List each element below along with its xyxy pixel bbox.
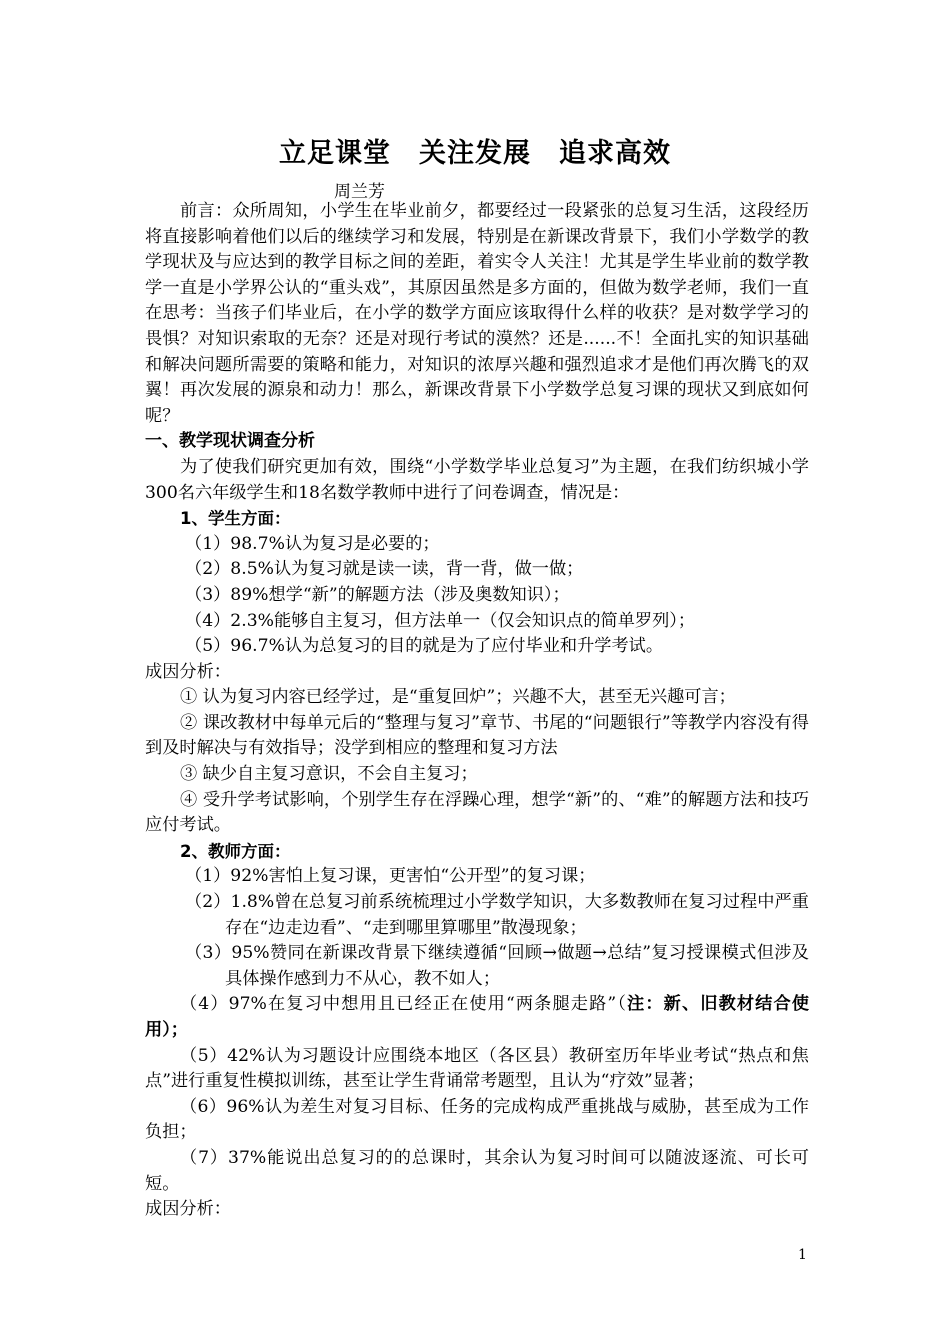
list-item: （2）8.5%认为复习就是读一读，背一背，做一做；: [185, 559, 584, 580]
list-item: （7）37%能说出总复习的的总课时，其余认为复习时间可以随波逐流、可长可短。: [145, 1147, 809, 1194]
page-title: 立足课堂 关注发展 追求高效: [279, 138, 671, 169]
intro-label: 前言：: [180, 201, 233, 221]
intro-paragraph: [145, 199, 809, 429]
section-heading: 一、教学现状调查分析: [145, 431, 315, 452]
teachers-heading: 2、教师方面：: [180, 841, 291, 861]
analysis-label: 成因分析：: [145, 661, 231, 682]
list-item: （1）92%害怕上复习课，更害怕“公开型”的复习课；: [185, 866, 596, 887]
list-item: （4）2.3%能够自主复习，但方法单一（仅会知识点的简单罗列）；: [185, 610, 696, 631]
students-heading: 1、学生方面：: [180, 509, 291, 529]
intro-text: 众所周知，小学生在毕业前夕，都要经过一段紧张的总复习生活，这段经历将直接影响着他们以后的继续学习和发展，特别是在新课改背景下，我们小学数学的教学现状及与应达到的教学目标之间的差距，着实令人关注！尤其是学生毕业前的数学教学一直是小学界公认的“重头戏”，其原因虽然是多方面的，但做为数学老师，我们一直在思考：当孩子们毕业后，在小学的数学方面应该取得什么样的收获？是对数学学习的畏惧？对知识索取的无奈？还是对现行考试的漠然？还是......不！全面扎实的知识基础和解决问题所需要的策略和能力，对知识的浓厚兴趣和强烈追求才是他们再次腾飞的双翼！再次发展的源泉和动力！那么，新课改背景下小学数学总复习课的现状又到底如何呢？: [145, 201, 809, 426]
survey-paragraph: 为了使我们研究更加有效，围绕“小学数学毕业总复习”为主题，在我们纺织城小学300名六年级学生和18名数学教师中进行了问卷调查，情况是：: [145, 456, 809, 503]
list-item: （5）96.7%认为总复习的目的就是为了应付毕业和升学考试。: [185, 636, 664, 657]
list-item: （3）95%赞同在新课改背景下继续遵循“回顾→做题→总结”复习授课模式但涉及具体操作感到力不从心，教不如人；: [185, 943, 809, 989]
list-item: （3）89%想学“新”的解题方法（涉及奥数知识）；: [185, 584, 570, 605]
list-item: （2）1.8%曾在总复习前系统梳理过小学数学知识，大多数教师在复习过程中严重存在“边走边看”、“走到哪里算哪里”散漫现象；: [185, 892, 809, 938]
list-item: [145, 992, 809, 1043]
author-name: 周兰芳: [334, 182, 385, 202]
list-item-note: 注：新、旧教材结合使用）；: [145, 994, 809, 1040]
list-item-text: （4）97%在复习中想用且已经正在使用“两条腿走路”（: [180, 994, 628, 1015]
analysis-item: ④ 受升学考试影响，个别学生存在浮躁心理，想学“新”的、“难”的解题方法和技巧应付考试。: [145, 789, 809, 836]
list-item: （5）42%认为习题设计应围绕本地区（各区县）教研室历年毕业考试“热点和焦点”进行重复性模拟训练，甚至让学生背诵常考题型，且认为“疗效”显著；: [145, 1045, 809, 1092]
document-body: [145, 199, 809, 1223]
list-item: （1）98.7%认为复习是必要的；: [185, 533, 440, 554]
analysis-item: ③ 缺少自主复习意识，不会自主复习；: [180, 764, 478, 785]
analysis-label: 成因分析：: [145, 1199, 231, 1220]
page-number: 1: [798, 1247, 807, 1263]
analysis-item: ① 认为复习内容已经学过，是“重复回炉”；兴趣不大，甚至无兴趣可言；: [180, 687, 736, 708]
analysis-item: ② 课改教材中每单元后的“整理与复习”章节、书尾的“问题银行”等教学内容没有得到及时解决与有效指导；没学到相应的整理和复习方法: [145, 712, 809, 759]
list-item: （6）96%认为差生对复习目标、任务的完成构成严重挑战与威胁，甚至成为工作负担；: [145, 1096, 809, 1143]
